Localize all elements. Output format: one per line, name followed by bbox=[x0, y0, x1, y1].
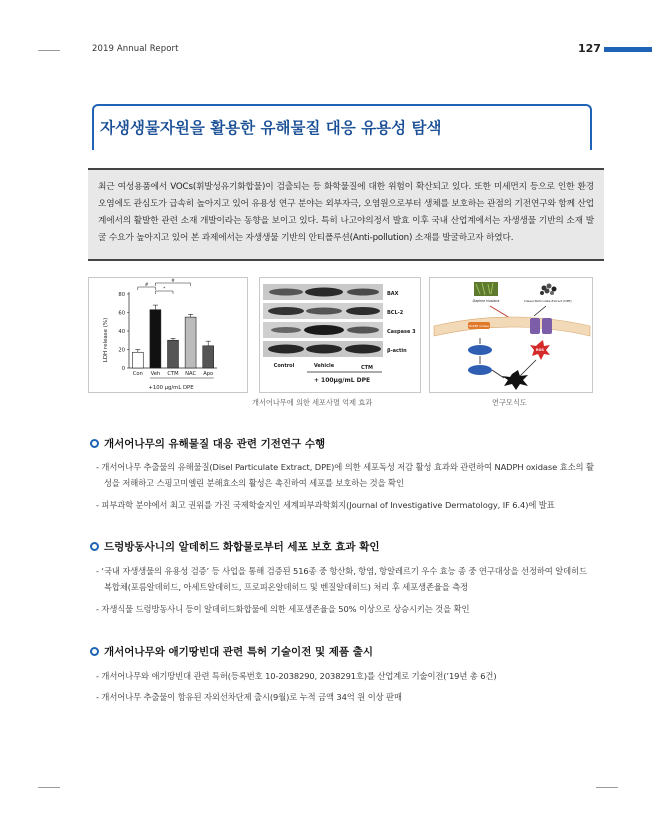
section-3-item-1: - 개서어나무와 애기땅빈대 관련 특허(등록번호 10-2038290, 2038291호)를 산업계로 기술이전(’19년 총 6건) bbox=[96, 671, 497, 681]
lane-label-control: Control bbox=[273, 363, 295, 369]
section-1-item-2: - 피부과학 분야에서 최고 권위를 가진 국제학술지인 세계피부과학회지(Journal of Investigative Dermatology, IF 6.4)에 발표 bbox=[96, 500, 555, 510]
page-title: 자생생물자원을 활용한 유해물질 대응 유용성 탐색 bbox=[100, 119, 442, 137]
section-3-item-2: - 개서어나무 추출물이 함유된 자외선차단제 출시(9월)로 누적 금액 34억 원 이상 판매 bbox=[96, 692, 402, 702]
lane-label-vehicle: Vehicle bbox=[313, 363, 335, 369]
blot-band-beta-actin bbox=[263, 341, 383, 357]
section-heading-1 bbox=[90, 436, 325, 451]
section-heading-2 bbox=[90, 539, 380, 554]
x-tick-label: CTM bbox=[167, 371, 179, 377]
x-tick-label: Apo bbox=[203, 371, 214, 377]
y-axis-label: LDH release (%) bbox=[103, 317, 109, 363]
header-accent-bar bbox=[604, 47, 652, 52]
section-heading-1-text: 개서어나무의 유해물질 대응 관련 기전연구 수행 bbox=[104, 438, 326, 450]
section-2-item-2: - 자생식물 드렁방동사니 등이 알데히드화합물에 의한 세포생존율을 50% 이상으로 상승시키는 것을 확인 bbox=[96, 604, 470, 614]
x-tick-label: Con bbox=[132, 371, 143, 377]
receptor-shape bbox=[530, 318, 540, 334]
ldh-bar-chart-figure bbox=[88, 277, 248, 393]
band-label-bcl2: BCL-2 bbox=[387, 310, 404, 316]
section-bullet-icon bbox=[90, 647, 99, 656]
y-tick-label: 60 bbox=[118, 310, 125, 317]
footer-rule-left bbox=[38, 787, 60, 788]
nadph-oxidase-label: NADPH oxidase bbox=[469, 325, 489, 328]
section-bullet-icon bbox=[90, 542, 99, 551]
ldh-bar-chart bbox=[89, 278, 248, 393]
band-label-beta-actin: β-actin bbox=[387, 348, 407, 354]
blot-band-caspase3 bbox=[263, 322, 383, 338]
bar-ctm bbox=[168, 340, 179, 368]
signal-node-2 bbox=[468, 365, 492, 375]
y-tick-label: 80 bbox=[118, 291, 125, 298]
signal-node-1 bbox=[468, 345, 492, 355]
band-label-caspase3: Caspase 3 bbox=[387, 329, 416, 335]
section-heading-3-text: 개서어나무와 애기땅빈대 관련 특허 기술이전 및 제품 출시 bbox=[104, 646, 374, 658]
footer-rule-right bbox=[596, 787, 618, 788]
receptor-shape-2 bbox=[542, 318, 552, 334]
x-tick-label: Veh bbox=[150, 371, 161, 377]
page-number: 127 bbox=[578, 42, 601, 55]
figure-caption-left: 개서어나무에 의한 세포사멸 억제 효과 bbox=[252, 398, 373, 407]
section-heading-3 bbox=[90, 644, 373, 659]
ros-label: ROS bbox=[536, 348, 544, 352]
header-rule-left bbox=[38, 50, 60, 51]
significance-marker: # bbox=[171, 279, 175, 284]
intro-paragraph: 최근 여성용품에서 VOCs(휘발성유기화합물)이 검출되는 등 화학물질에 대한 위험이 확산되고 있다. 또한 미세먼지 등으로 인한 환경오염에도 관심도가 급속히 높아지고 있어 유용성 연구 분야는 외부자극, 오염원으로부터 생체를 보호하는 관점의 기전연구와 함께 산업계에서의 활발한 관련 소재 개발이라는 동향을 보이고 있다. 특히 나고야의정서 발효 이후 국내 산업계에서는 자생생물 기반의 소재 발굴 수요가 높아지고 있어 본 과제에서는 자생생물 기반의 안티폴루션(Anti-pollution) 소재를 발굴하고자 하였다. bbox=[88, 168, 604, 261]
bar-con bbox=[132, 352, 143, 368]
figure-caption-right: 연구모식도 bbox=[492, 398, 527, 407]
pathway-schematic-figure bbox=[429, 277, 593, 393]
significance-marker: * bbox=[163, 287, 166, 292]
y-tick-label: 0 bbox=[121, 365, 125, 372]
dpe-label: Diesel Particulate Extract (DPE) bbox=[524, 299, 572, 303]
x-tick-label: NAC bbox=[185, 371, 197, 377]
y-tick-label: 40 bbox=[118, 328, 125, 335]
activate-arrow bbox=[534, 306, 546, 316]
western-blot-figure bbox=[259, 277, 421, 393]
cell-membrane bbox=[434, 317, 590, 336]
particle-cluster-icon bbox=[540, 284, 557, 296]
bar-veh bbox=[150, 310, 161, 368]
y-tick-label: 20 bbox=[118, 347, 125, 354]
bar-nac bbox=[185, 317, 196, 368]
inhibit-arrow bbox=[490, 306, 510, 318]
bar-apo bbox=[203, 346, 214, 368]
significance-marker: # bbox=[144, 283, 149, 288]
blot-band-bcl2 bbox=[263, 303, 383, 319]
section-2-item-1: - ‘국내 자생생물의 유용성 검증’ 등 사업을 통해 검증된 516종 중 항산화, 항염, 항알레르기 우수 효능 종 중 연구대상을 선정하여 알데히드 복합체(포름알데히드, 아세트알데히드, 프로피온알데히드 및 벤질알데히드) 처리 후 세포생존율을 측정 bbox=[96, 566, 587, 592]
band-label-bax: BAX bbox=[387, 291, 399, 297]
x-axis-note: +100 μg/mL DPE bbox=[148, 385, 194, 391]
cell-death-burst-icon bbox=[502, 370, 528, 390]
report-title: 2019 Annual Report bbox=[92, 44, 179, 54]
section-1-item-1: - 개서어나무 추출물의 유해물질(Disel Particulate Extract, DPE)에 의한 세포독성 저감 활성 효과와 관련하여 NADPH oxidase 효소의 활성을 저해하고 스핑고미엘린 분해효소의 활성은 촉진하여 세포를 보호하는 것을 확인 bbox=[96, 462, 594, 488]
treatment-label: + 100μg/mL DPE bbox=[313, 377, 371, 384]
plant-label: Daphne kiusiana bbox=[472, 299, 500, 303]
section-heading-2-text: 드렁방동사니의 알데히드 화합물로부터 세포 보호 효과 확인 bbox=[104, 541, 380, 553]
section-bullet-icon bbox=[90, 439, 99, 448]
blot-band-bax bbox=[263, 284, 383, 300]
lane-label-ctm: CTM bbox=[360, 365, 374, 371]
